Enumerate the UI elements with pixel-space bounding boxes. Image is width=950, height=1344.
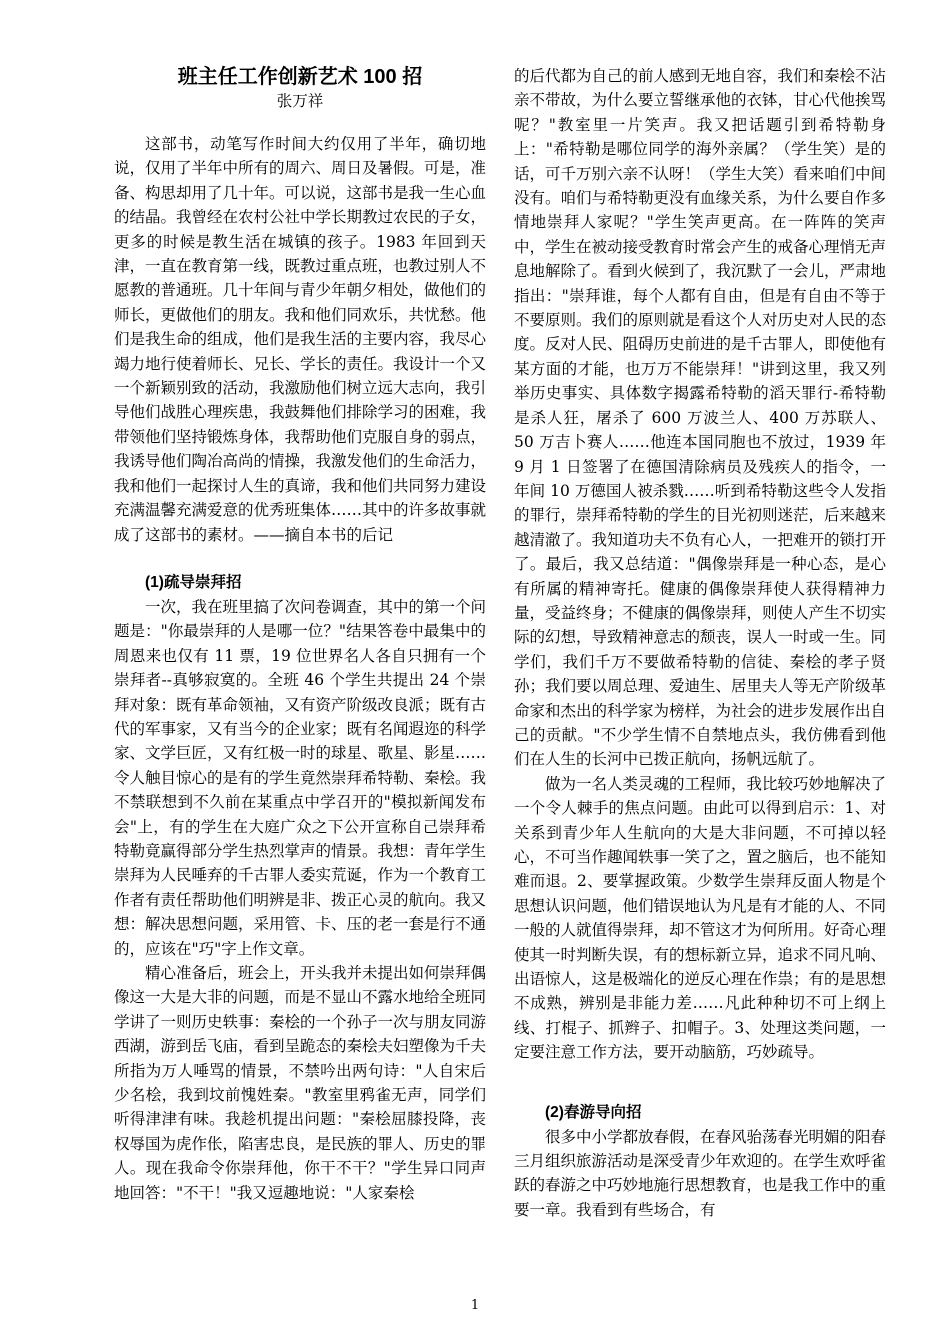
right-column xyxy=(514,64,886,1222)
intro-paragraph: 这部书，动笔写作时间大约仅用了半年，确切地说，仅用了半年中所有的周六、周日及暑假。可是，准备、构思却用了几十年。可以说，这部书是我一生心血的结晶。我曾经在农村公社中学长期教过农民的子女，更多的时候是教生活在城镇的孩子。1983 年回到天津，一直在教育第一线，既教过重点班，也教过别人不愿教的普通班。几十年间与青少年朝夕相处，做他们的师长，更做他们的朋友。我和他们同欢乐，共忧愁。他们是我生命的组成，他们是我生活的主要内容，我尽心竭力地行使着师长、兄长、学长的责任。我设计一个又一个新颖别致的活动，我激励他们树立远大志向，我引导他们战胜心理疾患，我鼓舞他们排除学习的困难，我带领他们坚持锻炼身体，我帮助他们克服自身的弱点，我诱导他们陶冶高尚的情操，我激发他们的生命活力，我和他们一起探讨人生的真谛，我和他们共同努力建设充满温馨充满爱意的优秀班集体……其中的许多故事就成了这部书的素材。——摘自本书的后记 xyxy=(114,135,487,544)
section-spacer xyxy=(514,1065,886,1101)
section1-paragraph-2: 精心准备后，班会上，开头我并未提出如何崇拜偶像这一大是大非的问题，而是不显山不露水地给全班同学讲了一则历史轶事：秦桧的一个孙子一次与朋友同游西湖，游到岳飞庙，看到呈跪态的秦桧夫妇塑像为千夫所指为万人唾骂的情景，不禁吟出两句诗："人自宋后少名桧，我到坟前愧姓秦。"教室里鸦雀无声，同学们听得津津有味。我趁机提出问题："秦桧屈膝投降，丧权辱国为虎作伥，陷害忠良，是民族的罪人、历史的罪人。现在我命令你崇拜他，你干不干？"学生异口同声地回答："不干！"我又逗趣地说："人家秦桧 xyxy=(114,964,487,1202)
page-number: 1 xyxy=(470,1298,480,1313)
document-title: 班主任工作创新艺术 100 招 xyxy=(177,66,423,88)
section-spacer xyxy=(114,547,486,571)
author-name: 张万祥 xyxy=(276,92,324,110)
section-heading-2: (2)春游导向招 xyxy=(545,1103,642,1121)
section1-paragraph-1: 一次，我在班里搞了次问卷调查，其中的第一个问题是："你最崇拜的人是哪一位？"结果答卷中最集中的周恩来也仅有 11 票，19 位世界名人各自只拥有一个崇拜者--真够寂寞的。全班 46 个学生共提出 24 个崇拜对象：既有革命领袖，又有资产阶级改良派；既有古代的军事家，又有当今的企业家；既有名闻遐迩的科学家、文学巨匠，又有红极一时的球星、歌星、影星……令人触目惊心的是有的学生竟然崇拜希特勒、秦桧。我不禁联想到不久前在某重点中学召开的"模拟新闻发布会"上，有的学生在大庭广众之下公开宣称自己崇拜希特勒竟赢得部分学生热烈掌声的情景。我想：青年学生崇拜为人民唾弃的千古罪人委实荒诞，作为一个教育工作者有责任帮助他们明辨是非、拨正心灵的航向。我又想：解决思想问题，采用管、卡、压的老一套是行不通的，应该在"巧"字上作文章。 xyxy=(114,597,487,958)
section1-paragraph-2-continued: 的后代都为自己的前人感到无地自容，我们和秦桧不沾亲不带故，为什么要立誓继承他的衣钵，甘心代他挨骂呢？"教室里一片笑声。我又把话题引到希特勒身上："希特勒是哪位同学的海外亲属？（学生笑）是的话，可千万别六亲不认呀！（学生大笑）看来咱们中间没有。咱们与希特勒更没有血缘关系，为什么要自作多情地崇拜人家呢？"学生笑声更高。在一阵阵的笑声中，学生在被动接受教育时常会产生的戒备心理悄无声息地解除了。看到火候到了，我沉默了一会儿，严肃地指出："崇拜谁，每个人都有自由，但是有自由不等于不要原则。我们的原则就是看这个人对历史对人民的态度。反对人民、阻碍历史前进的是千古罪人，即使他有某方面的才能，也万万不能崇拜！"讲到这里，我又列举历史事实、具体数字揭露希特勒的滔天罪行-希特勒是杀人狂，屠杀了 600 万波兰人、400 万苏联人、50 万吉卜赛人……他连本国同胞也不放过，1939 年 9 月 1 日签署了在德国清除病员及残疾人的指令，一年间 10 万德国人被杀戮……听到希特勒这些令人发指的罪行，崇拜希特勒的学生的目光初则迷茫，后来越来越清澈了。我知道功夫不负有心人，一把难开的锁打开了。最后，我又总结道："偶像崇拜是一种心态，是心有所属的精神寄托。健康的偶像崇拜使人获得精神力量，受益终身；不健康的偶像崇拜，则使人产生不切实际的幻想，导致精神意志的颓丧，误人一时或一生。同学们，我们千万不要做希特勒的信徒、秦桧的孝子贤孙；我们要以周总理、爱迪生、居里夫人等无产阶级革命家和杰出的科学家为榜样，为社会的进步发展作出自己的贡献。"不少学生情不自禁地点头，我仿佛看到他们在人生的长河中已拨正航向，扬帆远航了。 xyxy=(514,67,887,769)
section2-paragraph-1: 很多中小学都放春假，在春风骀荡春光明媚的阳春三月组织旅游活动是深受青少年欢迎的。在学生欢呼雀跃的春游之中巧妙地施行思想教育，也是我工作中的重要一章。我看到有些场合，有 xyxy=(514,1127,887,1219)
section-heading-1: (1)疏导崇拜招 xyxy=(145,573,242,591)
section1-paragraph-3: 做为一名人类灵魂的工程师，我比较巧妙地解决了一个令人棘手的焦点问题。由此可以得到启示：1、对关系到青少年人生航向的大是大非问题，不可掉以轻心，不可当作趣闻轶事一笑了之，置之脑后，也不能知难而退。2、要掌握政策。少数学生崇拜反面人物是个思想认识问题，他们错误地认为凡是有才能的人、不同一般的人就值得崇拜，却不管这才为何所用。好奇心理使其一时判断失误，有的想标新立异，追求不同凡响、出语惊人，这是极端化的逆反心理在作祟；有的是思想不成熟，辨别是非能力差……凡此种种切不可上纲上线、打棍子、抓辫子、扣帽子。3、处理这类问题，一定要注意工作方法，要开动脑筋，巧妙疏导。 xyxy=(514,774,887,1062)
left-column xyxy=(114,64,486,1205)
